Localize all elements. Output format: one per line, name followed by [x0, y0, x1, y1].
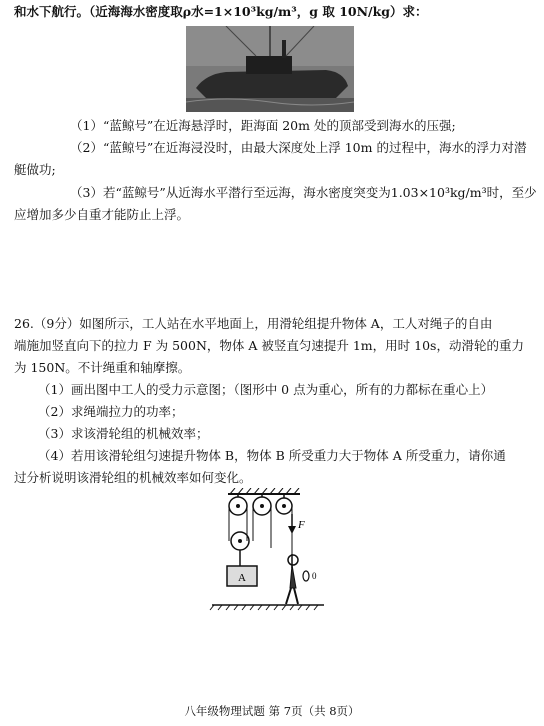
worker-head — [288, 555, 298, 565]
submarine-image — [186, 26, 354, 112]
q26-item-1: （1）画出图中工人的受力示意图；（图形中 0 点为重心，所有的力都标在重心上） — [38, 382, 494, 397]
center-of-gravity-marker — [303, 571, 309, 581]
q25-item-1: （1）“蓝鲸号”在近海悬浮时，距海面 20m 处的顶部受到海水的压强; — [70, 118, 456, 133]
pulley-diagram — [200, 488, 330, 614]
q26-line-2: 端施加竖直向下的拉力 F 为 500N，物体 A 被竖直匀速提升 1m，用时 10s，动滑轮的重力 — [14, 338, 524, 353]
q25-item-3: （3）若“蓝鲸号”从近海水平潜行至远海，海水密度突变为1.03×10³kg/m³时，至少 — [70, 185, 537, 200]
q26-item-3: （3）求该滑轮组的机械效率； — [38, 426, 209, 441]
q26-line-3: 为 150N。不计绳重和轴摩擦。 — [14, 360, 191, 375]
block-a-label: A — [238, 572, 246, 584]
intro-line: 和水下航行。（近海海水密度取ρ水=1×10³kg/m³，g 取 10N/kg）求： — [14, 4, 428, 19]
q25-item-2-cont: 艇做功; — [14, 162, 56, 177]
submarine-photo — [186, 26, 354, 112]
q25-item-2: （2）“蓝鲸号”在近海浸没时，由最大深度处上浮 10m 的过程中，海水的浮力对潜 — [70, 140, 527, 155]
q26-item-4-cont: 过分析说明该滑轮组的机械效率如何变化。 — [14, 470, 252, 485]
q26-item-2: （2）求绳端拉力的功率； — [38, 404, 184, 419]
center-label: 0 — [312, 571, 317, 581]
q25-item-3-cont: 应增加多少自重才能防止上浮。 — [14, 207, 190, 222]
page-footer: 八年级物理试题 第 7页（共 8页） — [184, 704, 360, 718]
q26-line-1: 26.（9分）如图所示，工人站在水平地面上，用滑轮组提升物体 A，工人对绳子的自由 — [14, 316, 493, 331]
q26-item-4: （4）若用该滑轮组匀速提升物体 B，物体 B 所受重力大于物体 A 所受重力，请你通 — [38, 448, 506, 463]
force-label: F — [298, 519, 305, 531]
